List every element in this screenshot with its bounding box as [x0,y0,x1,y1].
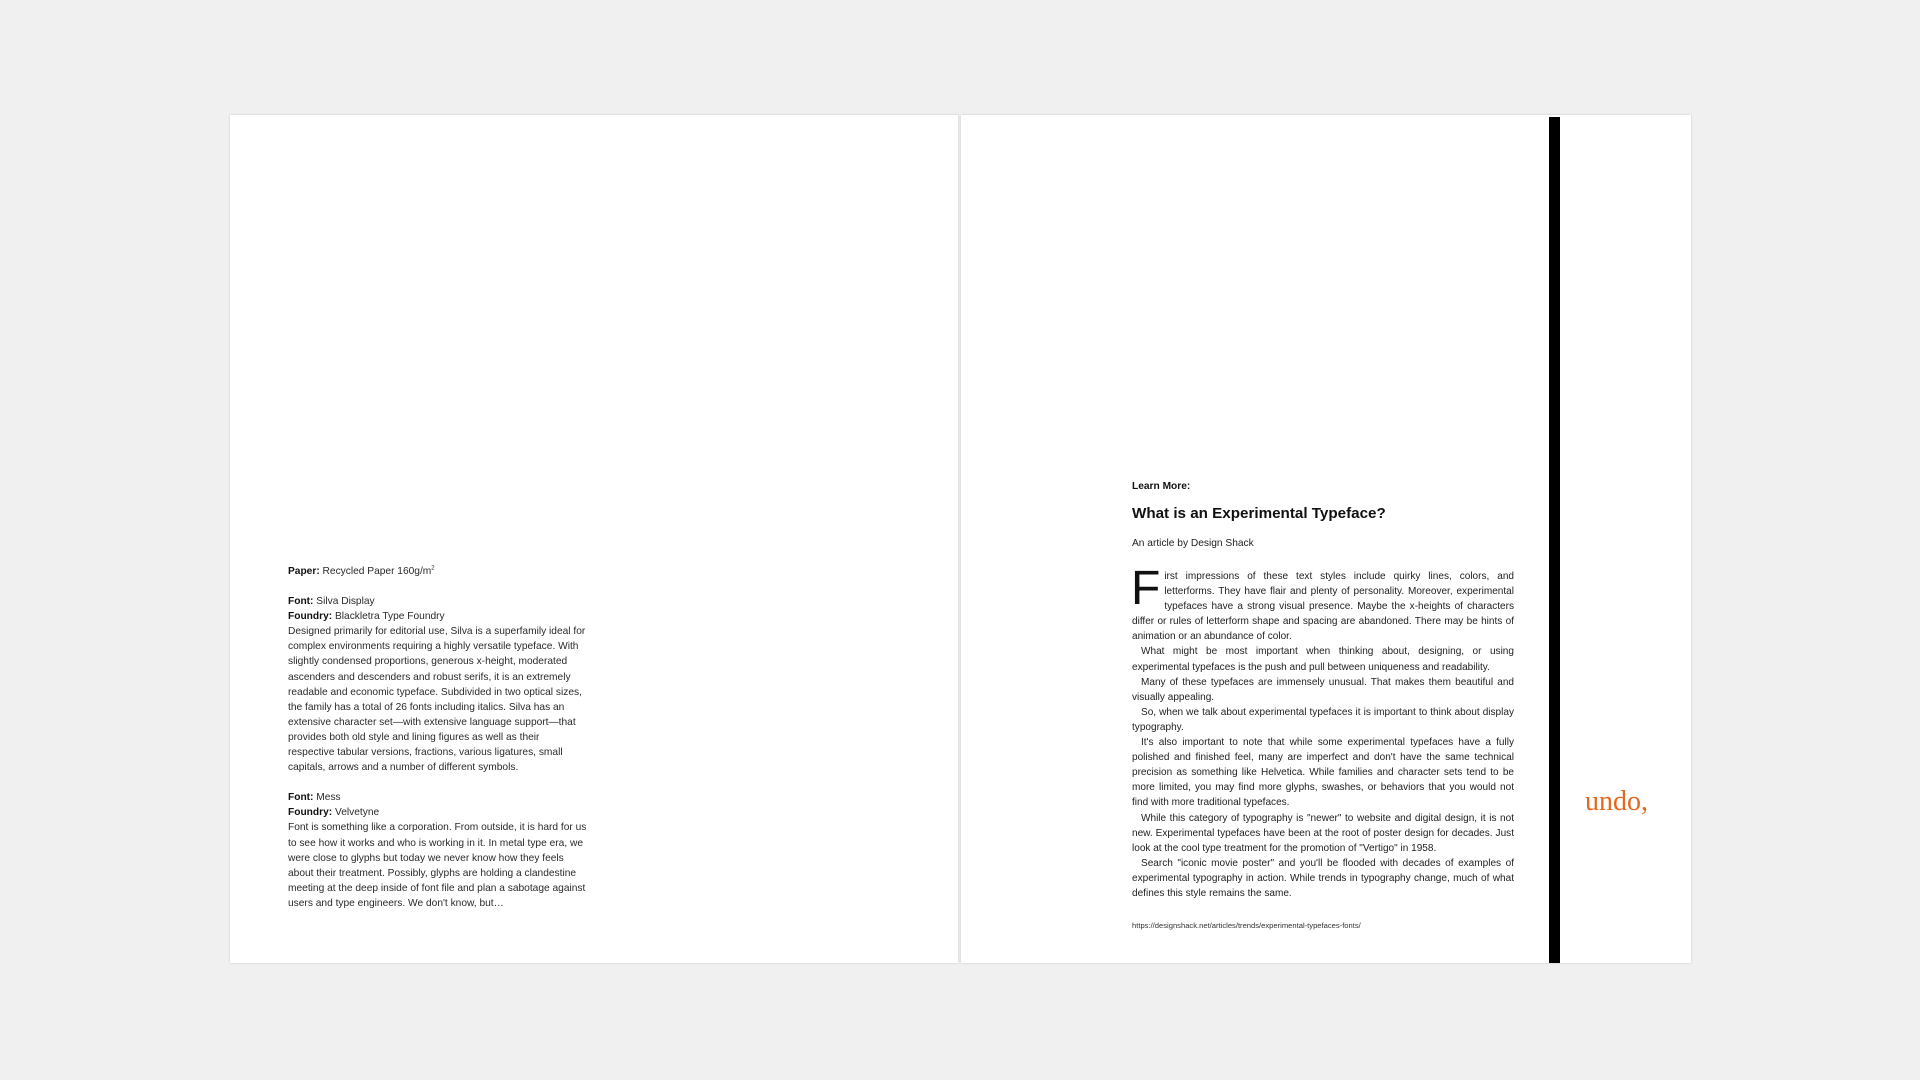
spacer [288,775,588,790]
foundry2-label: Foundry: [288,807,333,819]
article-paragraph: What might be most important when thinking about, designing, or using experimental typefaces is the push and pull between uniqueness and readability. [1132,646,1514,673]
font1-value: Silva Display [313,596,375,608]
spacer [288,579,588,594]
article-body [1131,562,1514,901]
drop-cap: F [1131,562,1161,615]
font2-description: Font is something like a corporation. From outside, it is hard for us to see how it works and who is working in it. In metal type era, we were close to glyphs but today we never know how they feels about their treatment. Possibly, glyphs are holding a clandestine meeting at the deep inside of font file and plan a sabotage against users and type engineers. We don't know, but… [288,822,587,909]
article-paragraph: While this category of typography is "newer" to website and digital design, it is not new. Experimental typefaces have been at the root of poster design for decades. Just look at the cool type treatment for the promotion of "Vertigo" in 1958. [1132,812,1514,854]
article-title: What is an Experimental Typeface? [1132,505,1386,522]
font1-foundry [288,609,588,624]
article [1132,480,1514,931]
font1-description: Designed primarily for editorial use, Silva is a superfamily ideal for complex environments requiring a highly versatile typeface. With slightly condensed proportions, generous x-height, moderated ascenders and descenders and robust serifs, it is an extremely readable and economic typeface. Subdivided in two optical sizes, the family has a total of 26 fonts including italics. Silva has an extensive character set—with extensive language support—that provides both old style and lining figures as well as their respective tabular versions, fractions, various ligatures, small capitals, arrows and a number of different symbols. [288,626,586,774]
book-spread [230,115,1691,963]
foundry2-value: Velvetyne [332,807,380,819]
learn-more-label: Learn More: [1132,481,1191,492]
right-page [961,115,1691,963]
article-paragraph [1131,562,1514,644]
article-paragraph: Many of these typefaces are immensely unusual. That makes them beautiful and visually appealing. [1132,676,1514,703]
font1-name [288,594,588,609]
colophon [288,564,588,911]
left-page [230,115,958,963]
article-url: https://designshack.net/articles/trends/experimental-typefaces-fonts/ [1132,921,1361,931]
font1-label: Font: [288,596,314,608]
paper-label: Paper: [288,566,320,577]
orange-display-text: undo, [1585,786,1648,817]
paper-value: Recycled Paper 160g/m [319,566,432,577]
article-paragraph: It's also important to note that while some experimental typefaces have a fully polished and finished feel, many are imperfect and don't have the same technical precision as something like Helvetica. While families and character sets tend to be more limited, you may find more glyphs, swashes, or behaviors that you would not find with more traditional typefaces. [1132,737,1514,809]
foundry1-label: Foundry: [288,611,333,623]
font2-name [288,790,588,805]
article-paragraph: Search "iconic movie poster" and you'll be flooded with decades of examples of experimental typography in action. While trends in typography change, much of what defines this style remains the same. [1132,857,1514,899]
paper-superscript: 2 [431,565,435,572]
foundry1-value: Blackletra Type Foundry [332,611,445,623]
black-vertical-bar [1549,117,1560,963]
article-byline: An article by Design Shack [1132,538,1254,549]
font2-foundry [288,805,588,820]
paragraph-text: irst impressions of these text styles include quirky lines, colors, and letterforms. They have flair and plenty of personality. Moreover, experimental typefaces have a strong visual presence. Maybe the x-heights of characters differ or rules of letterform shape and spacing are abandoned. There may be hints of animation or an abundance of color. [1132,571,1514,643]
font2-value: Mess [313,792,341,804]
font2-label: Font: [288,792,314,804]
article-paragraph: So, when we talk about experimental typefaces it is important to think about display typography. [1132,706,1514,733]
paper-spec [288,564,588,579]
